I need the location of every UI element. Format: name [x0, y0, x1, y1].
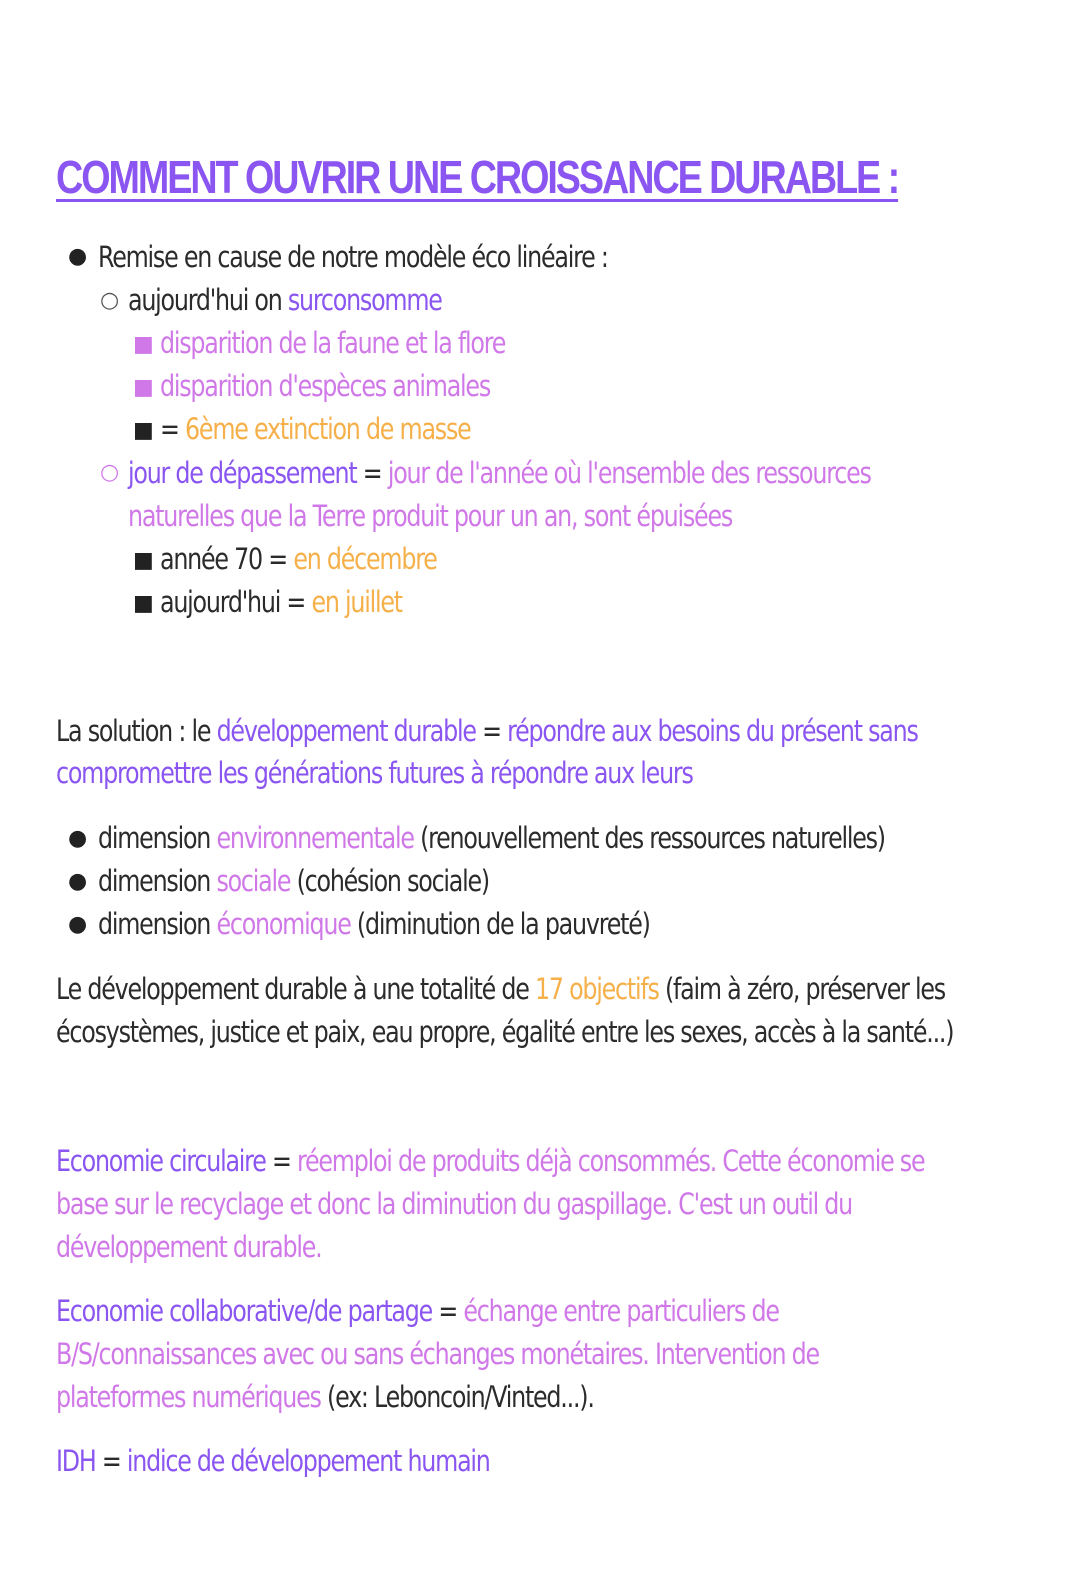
circular-line-1: Economie circulaire = réemploi de produits déjà consommés. Cette économie se	[56, 1144, 925, 1178]
bullet-square: ■	[133, 548, 154, 573]
bullet-square: ■	[133, 591, 154, 616]
idh-line: IDH = indice de développement humain	[56, 1444, 490, 1478]
sub2-line-1: jour de dépassement = jour de l'année où l'ensemble des ressources	[128, 456, 871, 490]
collaborative-line-2: B/S/connaissances avec ou sans échanges monétaires. Intervention de	[56, 1337, 819, 1371]
page-title: COMMENT OUVRIR UNE CROISSANCE DURABLE :	[56, 151, 899, 203]
bullet-square: ■	[133, 418, 154, 443]
solution-line-2: compromettre les générations futures à répondre aux leurs	[56, 756, 693, 790]
dimension-social: dimension sociale (cohésion sociale)	[98, 864, 489, 898]
solution-line-1: La solution : le développement durable = répondre aux besoins du présent sans	[56, 714, 918, 748]
sub1-line: aujourd'hui on surconsomme	[128, 283, 442, 317]
circular-line-2: base sur le recyclage et donc la diminution du gaspillage. C'est un outil du	[56, 1187, 853, 1221]
objectives-line-2: écosystèmes, justice et paix, eau propre, égalité entre les sexes, accès à la santé...)	[56, 1015, 954, 1049]
bullet-square: ■	[133, 375, 154, 400]
circular-line-3: développement durable.	[56, 1230, 322, 1264]
bullet-dot: ●	[68, 244, 88, 269]
sub1-item-3: = 6ème extinction de masse	[160, 412, 471, 446]
dimension-environment: dimension environnementale (renouvellement des ressources naturelles)	[98, 821, 885, 855]
sub1-item-1: disparition de la faune et la flore	[160, 326, 506, 360]
bullet-dot: ●	[68, 826, 88, 851]
bullet-dot: ●	[68, 912, 88, 937]
objectives-line-1: Le développement durable à une totalité de 17 objectifs (faim à zéro, préserver les	[56, 972, 945, 1006]
dimension-economic: dimension économique (diminution de la pauvreté)	[98, 907, 650, 941]
collaborative-line-3: plateformes numériques (ex: Leboncoin/Vinted...).	[56, 1380, 594, 1414]
bullet-square: ■	[133, 332, 154, 357]
sub2-line-2: naturelles que la Terre produit pour un an, sont épuisées	[128, 499, 733, 533]
bullet-circle: ○	[100, 460, 120, 485]
intro-line: Remise en cause de notre modèle éco linéaire :	[98, 240, 608, 274]
bullet-dot: ●	[68, 869, 88, 894]
collaborative-line-1: Economie collaborative/de partage = échange entre particuliers de	[56, 1294, 779, 1328]
sub1-item-2: disparition d'espèces animales	[160, 369, 490, 403]
sub2-item-1: année 70 = en décembre	[160, 542, 437, 576]
bullet-circle: ○	[100, 288, 120, 313]
sub2-item-2: aujourd'hui = en juillet	[160, 585, 402, 619]
